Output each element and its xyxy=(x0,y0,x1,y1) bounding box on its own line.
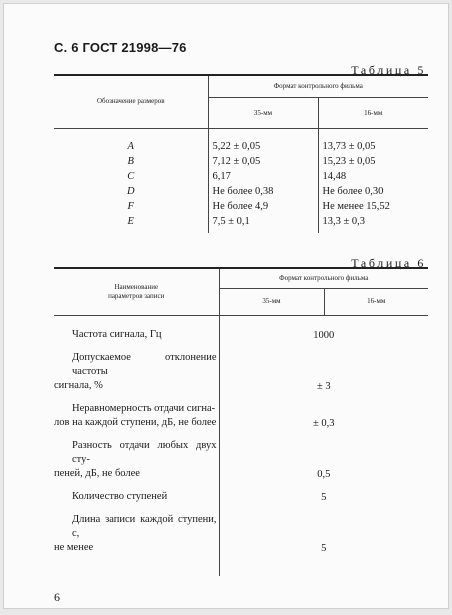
param-line1: Частота сигнала, Гц xyxy=(72,328,162,340)
param-label xyxy=(54,324,219,347)
value-35mm: 6,17 xyxy=(208,169,318,184)
table6-group-header: Формат контрольного фильма xyxy=(219,268,428,289)
table-row xyxy=(54,139,428,154)
value-16mm: Не более 0,30 xyxy=(318,184,428,199)
param-line1: Допускаемое отклонение частоты xyxy=(72,351,217,377)
table-row xyxy=(54,398,428,435)
row-label: B xyxy=(127,155,134,167)
table-6 xyxy=(54,267,428,576)
param-line2: лов на каждой ступени, дБ, не более xyxy=(54,416,217,428)
table-row xyxy=(54,347,428,398)
table-row xyxy=(54,169,428,184)
param-label xyxy=(54,435,219,486)
table6-column-label xyxy=(54,268,219,316)
table5-caption: Таблица 5 xyxy=(351,63,426,77)
table-row xyxy=(54,154,428,169)
param-label xyxy=(54,398,219,435)
value-35mm: 7,12 ± 0,05 xyxy=(208,154,318,169)
value-35mm: Не более 4,9 xyxy=(208,199,318,214)
table-row xyxy=(54,324,428,347)
param-value: ± 3 xyxy=(219,347,428,398)
param-label xyxy=(54,509,219,560)
row-label: C xyxy=(127,170,135,182)
param-line2: не менее xyxy=(54,541,94,553)
param-label xyxy=(54,347,219,398)
table5-col-16mm: 16-мм xyxy=(318,98,428,129)
table-row xyxy=(54,486,428,509)
table6-column-label-line1: Наименование xyxy=(114,282,159,291)
table5-column-label: Обозначение размеров xyxy=(54,75,208,129)
table-row xyxy=(54,214,428,229)
param-value: 1000 xyxy=(219,324,428,347)
value-16mm: 13,3 ± 0,3 xyxy=(318,214,428,229)
table6-col-35mm: 35-мм xyxy=(219,289,324,316)
value-16mm: Не менее 15,52 xyxy=(318,199,428,214)
param-value: 0,5 xyxy=(219,435,428,486)
param-label xyxy=(54,486,219,509)
table6-column-label-line2: параметров записи xyxy=(108,292,165,300)
value-35mm: 5,22 ± 0,05 xyxy=(208,139,318,154)
table6-caption: Таблица 6 xyxy=(351,256,426,270)
table-row xyxy=(54,184,428,199)
row-label: E xyxy=(127,215,134,227)
table-row xyxy=(54,509,428,560)
param-value: 5 xyxy=(219,486,428,509)
row-label: A xyxy=(127,140,134,152)
document-page xyxy=(3,3,449,609)
page-header: С. 6 ГОСТ 21998—76 xyxy=(54,40,187,55)
param-line1: Количество ступеней xyxy=(72,490,168,502)
table6-col-16mm: 16-мм xyxy=(324,289,428,316)
row-label: F xyxy=(127,200,134,212)
param-value: 5 xyxy=(219,509,428,560)
param-line1: Разность отдачи любых двух сту- xyxy=(72,439,217,465)
table5-col-35mm: 35-мм xyxy=(208,98,318,129)
param-line1: Длина записи каждой ступени, с, xyxy=(72,513,217,539)
param-line2: сигнала, % xyxy=(54,379,103,391)
value-35mm: Не более 0,38 xyxy=(208,184,318,199)
table-row xyxy=(54,435,428,486)
value-16mm: 15,23 ± 0,05 xyxy=(318,154,428,169)
param-line2: пеней, дБ, не более xyxy=(54,467,140,479)
value-16mm: 14,48 xyxy=(318,169,428,184)
table-row xyxy=(54,199,428,214)
param-line1: Неравномерность отдачи сигна- xyxy=(72,402,216,414)
table-5 xyxy=(54,74,428,233)
table5-group-header: Формат контрольного фильма xyxy=(208,75,428,98)
value-16mm: 13,73 ± 0,05 xyxy=(318,139,428,154)
param-value: ± 0,3 xyxy=(219,398,428,435)
row-label: D xyxy=(126,185,135,197)
page-number: 6 xyxy=(54,590,60,604)
value-35mm: 7,5 ± 0,1 xyxy=(208,214,318,229)
